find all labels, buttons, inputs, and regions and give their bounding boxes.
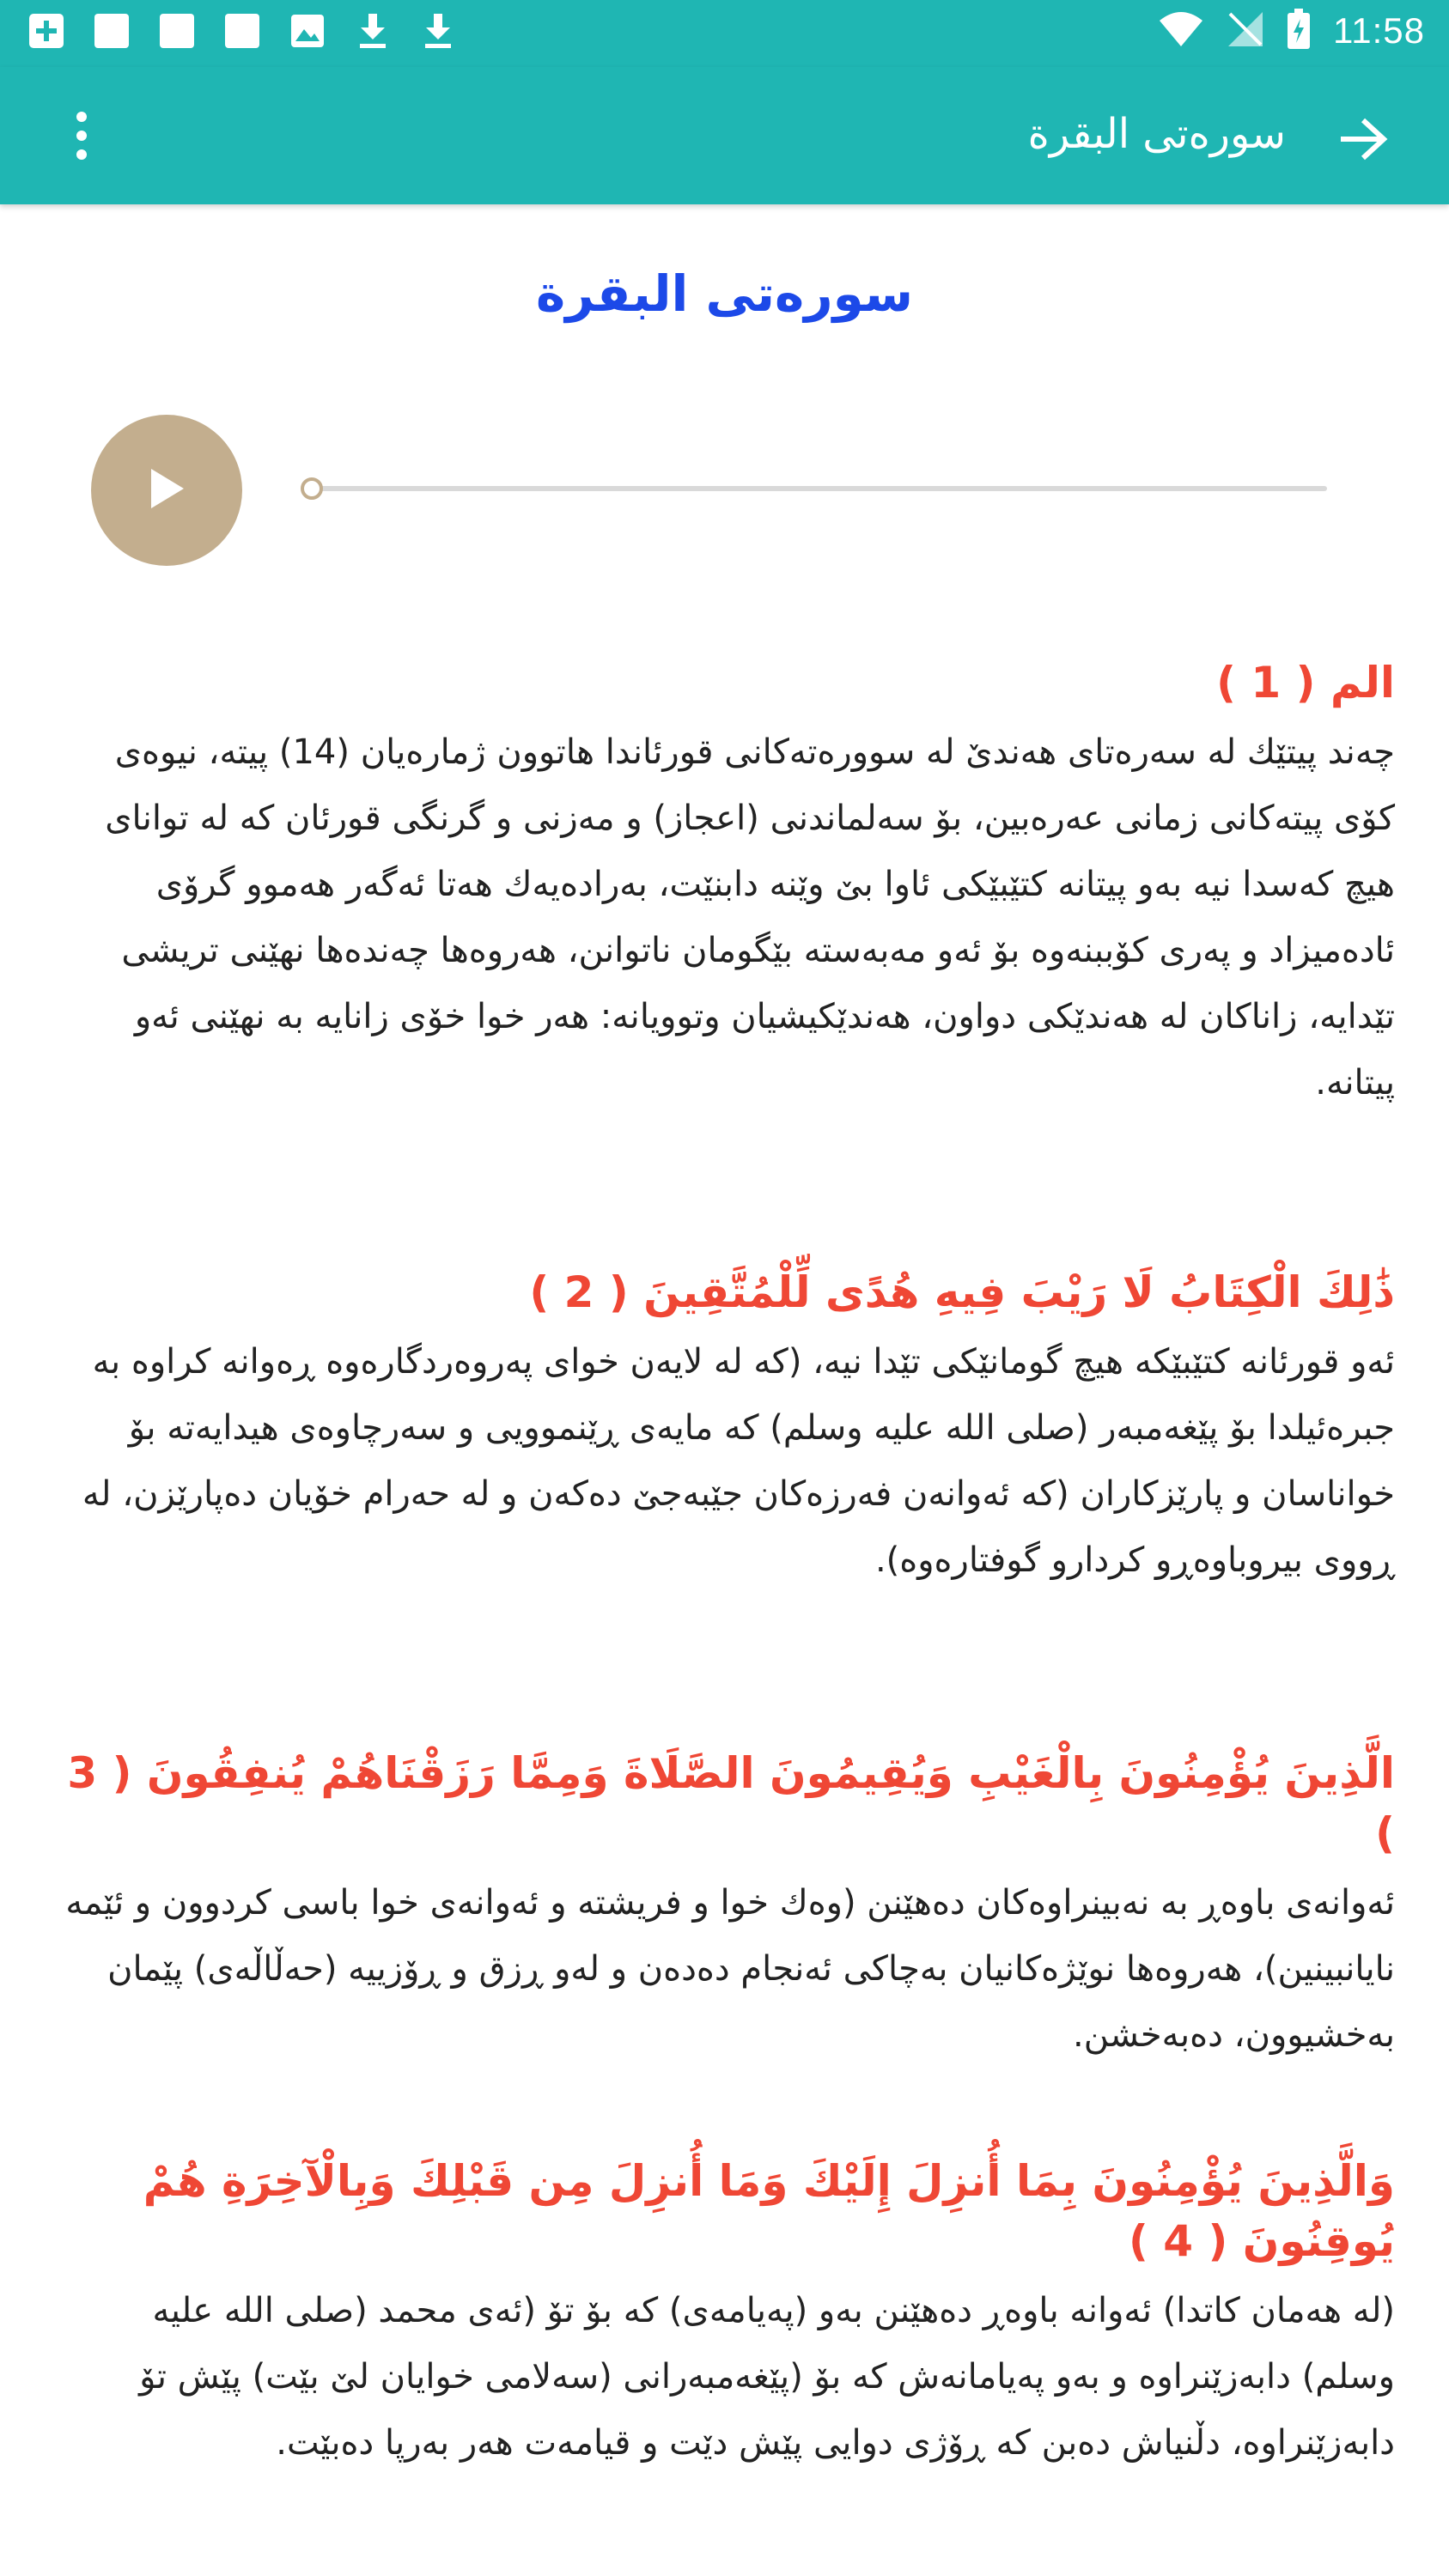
ayah-block: [55, 1743, 1395, 2069]
more-vert-icon[interactable]: [52, 105, 112, 167]
play-icon: [148, 467, 186, 513]
square-icon: [158, 12, 196, 50]
plus-box-icon: [27, 12, 65, 50]
status-bar: [0, 0, 1449, 67]
square-icon: [93, 12, 131, 50]
image-icon: [289, 12, 326, 50]
audio-player: [0, 415, 1449, 569]
ayah-arabic: ذَٰلِكَ الْكِتَابُ لَا رَيْبَ فِيهِ هُدًى لِّلْمُتَّقِينَ ( 2 ): [529, 1267, 1395, 1317]
clock: 11:58: [1333, 10, 1425, 51]
audio-progress-handle[interactable]: [301, 477, 323, 500]
ayah-arabic: الم ( 1 ): [1216, 658, 1395, 708]
ayah-block: [55, 653, 1395, 1116]
system-icons: [1158, 9, 1425, 53]
square-icon: [223, 12, 261, 50]
play-button[interactable]: [91, 415, 242, 566]
ayah-tafsir: ئەو قورئانە كتێبێكە هیچ گومانێكی تێدا نیە، (كە لە لایەن خوای پەروەردگارەوە ڕەوانە كراوە بە جبرەئیلدا بۆ پێغەمبەر (صلى الله عليه وسلم) كە مایەی ڕێنموویی و سەرچاوەی هیدایەتە بۆ خواناسان و پارێزكاران (كە ئەوانەن فەرزەكان جێبەجێ دەكەن و لە حەرام خۆیان دەپارێزن، لە ڕووی بیروباوەڕو كردارو گوفتارەوە).: [82, 1342, 1395, 1580]
ayah-arabic: الَّذِينَ يُؤْمِنُونَ بِالْغَيْبِ وَيُقِيمُونَ الصَّلَاةَ وَمِمَّا رَزَقْنَاهُمْ يُنفِقُونَ ( 3 ): [67, 1748, 1395, 1858]
ayah-block: [55, 2151, 1395, 2476]
download-icon: [419, 12, 457, 50]
download-icon: [354, 12, 392, 50]
notification-icons: [27, 12, 457, 50]
ayah-tafsir: (لە هەمان كاتدا) ئەوانە باوەڕ دەهێنن بەو (پەیامەی) كە بۆ تۆ (ئەی محمد (صلى الله عليه وسلم) دابەزێنراوە و بەو پەیامانەش كە بۆ (پێغەمبەرانی (سەلامی خوایان لێ بێت) پێش تۆ دابەزێنراوە، دڵنیاش دەبن كە ڕۆژی دوایی پێش دێت و قیامەت هەر بەرپا دەبێت.: [139, 2291, 1395, 2463]
app-bar: [0, 67, 1449, 204]
ayah-block: [55, 1262, 1395, 1594]
wifi-icon: [1158, 10, 1204, 52]
ayah-arabic: وَالَّذِينَ يُؤْمِنُونَ بِمَا أُنزِلَ إِلَيْكَ وَمَا أُنزِلَ مِن قَبْلِكَ وَبِالْآخِرَةِ هُمْ يُوقِنُونَ ( 4 ): [143, 2156, 1395, 2266]
app-bar-title: سورەتی البقرة: [1027, 110, 1286, 158]
audio-progress-track[interactable]: [309, 486, 1327, 491]
ayah-tafsir: ئەوانەی باوەڕ بە نەبینراوەكان دەهێنن (وەك خوا و فریشتە و ئەوانەی خوا باسی كردوون و ئێمە نایانبینین)، هەروەها نوێژەكانیان بەچاكی ئەنجام دەدەن و لەو ڕزق و ڕۆزییە (حەڵاڵەی) پێمان بەخشیوون، دەبەخشن.: [65, 1883, 1395, 2055]
ayah-tafsir: چەند پیتێك لە سەرەتای هەندێ لە سوورەتەكانی قورئاندا هاتوون ژمارەیان (14) پیتە، نیوەی كۆی پیتەكانی زمانی عەرەبین، بۆ سەلماندنی (اعجاز) و مەزنی و گرنگی قورئان كە لە توانای هیچ كەسدا نیە بەو پیتانە كتێبێكی ئاوا بێ وێنە دابنێت، بەرادەیەك هەتا ئەگەر هەموو گرۆی ئادەمیزاد و پەری كۆببنەوە بۆ ئەو مەبەستە بێگومان ناتوانن، هەروەها چەندەها نهێنی تریشی تێدایە، زاناكان لە هەندێكی دواون، هەندێكیشیان وتوویانە: هەر خوا خۆی زانایە بە نهێنی ئەو پیتانە.: [105, 732, 1395, 1103]
page-title: سورەتی البقرة: [535, 264, 914, 323]
no-signal-icon: [1227, 10, 1264, 52]
arrow-right-icon[interactable]: [1329, 105, 1397, 173]
battery-charging-icon: [1287, 9, 1311, 53]
